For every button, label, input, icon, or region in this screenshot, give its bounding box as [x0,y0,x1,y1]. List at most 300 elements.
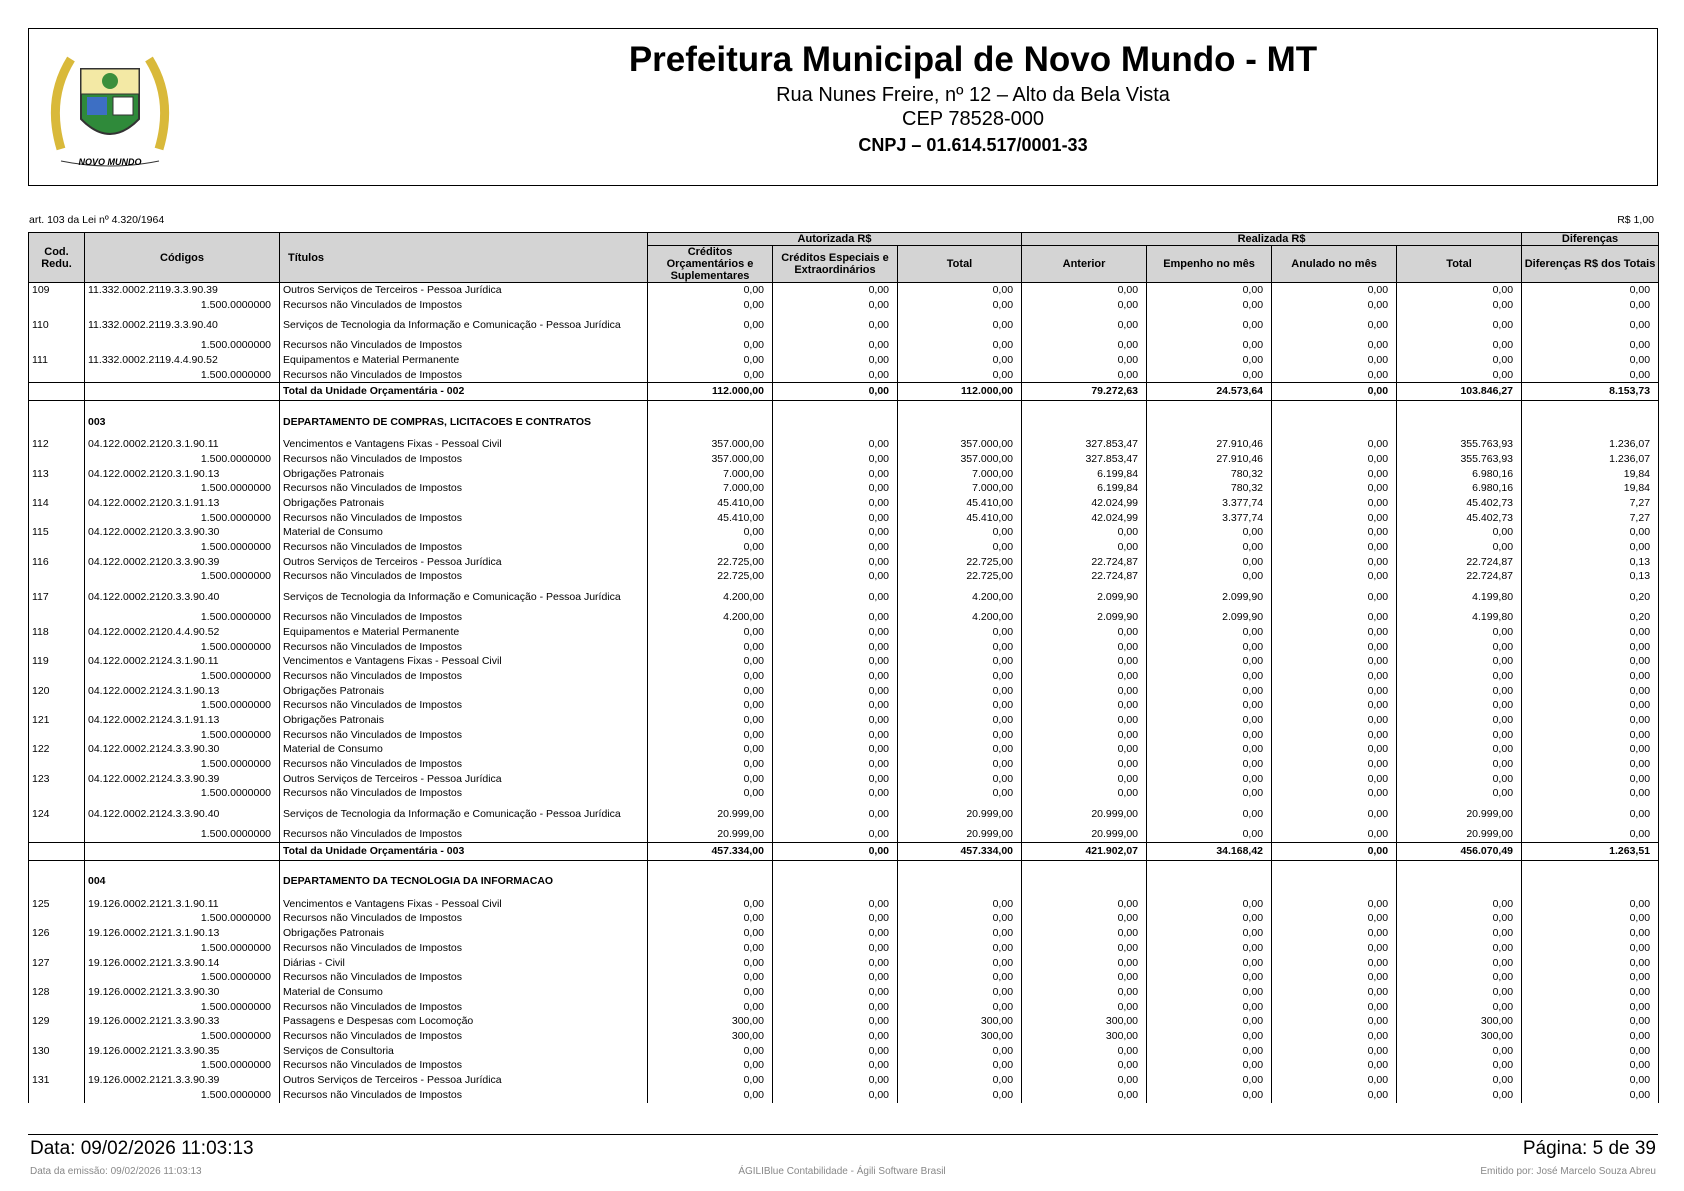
value-cell: 0,00 [1147,368,1272,383]
value-cell: 45.402,73 [1397,496,1522,511]
code-cell: 19.126.0002.2121.3.3.90.35 [85,1044,280,1059]
value-cell: 0,00 [1147,684,1272,699]
value-cell: 0,00 [648,1088,773,1103]
col-creditos-especiais: Créditos Especiais e Extraordinários [773,246,898,283]
value-cell: 327.853,47 [1022,437,1147,452]
title-cell: Obrigações Patronais [280,467,648,482]
value-cell: 0,00 [648,684,773,699]
value-cell: 0,00 [1522,1029,1659,1044]
title-cell: Recursos não Vinculados de Impostos [280,368,648,383]
value-cell: 0,00 [1397,757,1522,772]
value-cell: 0,00 [1397,283,1522,298]
value-cell: 0,00 [648,897,773,912]
footer-date: Data: 09/02/2026 11:03:13 [30,1138,254,1159]
value-cell: 0,00 [1147,728,1272,743]
value-cell: 0,00 [1522,368,1659,383]
value-cell: 0,00 [898,985,1022,1000]
source-row [29,1029,1659,1044]
code-cell: 003 [85,401,280,438]
title-cell: Vencimentos e Vantagens Fixas - Pessoal Civil [280,897,648,912]
cod-cell [29,669,85,684]
value-cell: 0,00 [1022,654,1147,669]
value-cell: 0,00 [1147,757,1272,772]
value-cell: 4.200,00 [898,610,1022,625]
code-cell: 19.126.0002.2121.3.3.90.39 [85,1073,280,1088]
value-cell [1147,401,1272,438]
code-cell: 1.500.0000000 [85,610,280,625]
table-body [29,283,1659,1103]
code-cell: 11.332.0002.2119.4.4.90.52 [85,353,280,368]
value-cell: 300,00 [898,1029,1022,1044]
value-cell: 0,00 [1522,926,1659,941]
code-cell: 04.122.0002.2124.3.1.91.13 [85,713,280,728]
title-cell: Vencimentos e Vantagens Fixas - Pessoal Civil [280,437,648,452]
title-cell: Material de Consumo [280,743,648,758]
value-cell: 0,00 [1147,640,1272,655]
value-cell: 0,00 [1272,772,1397,787]
table-row [29,985,1659,1000]
value-cell: 0,00 [1522,654,1659,669]
value-cell: 0,00 [898,353,1022,368]
value-cell: 0,00 [1397,970,1522,985]
value-cell: 0,00 [1022,912,1147,927]
source-row [29,640,1659,655]
value-cell: 0,00 [898,1073,1022,1088]
value-cell: 0,00 [1272,827,1397,842]
value-cell: 0,00 [648,772,773,787]
cod-cell [29,401,85,438]
value-cell: 1.236,07 [1522,437,1659,452]
value-cell: 0,00 [1522,283,1659,298]
value-cell: 0,00 [1022,926,1147,941]
value-cell: 0,00 [1022,698,1147,713]
value-cell: 0,00 [648,353,773,368]
value-cell: 0,00 [1272,511,1397,526]
title-cell: Vencimentos e Vantagens Fixas - Pessoal Civil [280,654,648,669]
value-cell: 0,00 [1522,897,1659,912]
value-cell: 0,00 [648,540,773,555]
value-cell: 0,00 [1272,540,1397,555]
value-cell: 0,00 [1397,312,1522,338]
value-cell: 0,00 [898,956,1022,971]
value-cell: 0,00 [648,654,773,669]
source-row [29,669,1659,684]
value-cell: 0,00 [898,526,1022,541]
value-cell: 0,00 [1272,570,1397,585]
col-creditos-orcamentarios: Créditos Orçamentários e Suplementares [648,246,773,283]
value-cell: 0,00 [773,640,898,655]
value-cell: 0,00 [773,772,898,787]
cod-cell: 125 [29,897,85,912]
value-cell: 0,00 [1397,1044,1522,1059]
value-cell [1022,401,1147,438]
code-cell: 19.126.0002.2121.3.3.90.14 [85,956,280,971]
value-cell: 0,00 [1022,283,1147,298]
value-cell: 0,00 [898,772,1022,787]
value-cell: 0,13 [1522,570,1659,585]
code-cell: 1.500.0000000 [85,570,280,585]
value-cell: 0,00 [1397,728,1522,743]
value-cell: 0,00 [1522,298,1659,313]
value-cell: 22.725,00 [648,555,773,570]
value-cell: 0,00 [898,640,1022,655]
value-cell: 0,00 [1397,1088,1522,1103]
value-cell: 0,00 [648,312,773,338]
source-row [29,298,1659,313]
value-cell: 780,32 [1147,482,1272,497]
value-cell: 0,00 [773,625,898,640]
value-cell: 0,00 [1022,625,1147,640]
municipality-title: Prefeitura Municipal de Novo Mundo - MT [628,40,1318,79]
table-row [29,625,1659,640]
value-cell: 0,00 [648,926,773,941]
value-cell: 0,00 [1397,640,1522,655]
value-cell: 0,00 [1022,312,1147,338]
cnpj: CNPJ – 01.614.517/0001-33 [858,135,1088,155]
value-cell: 19,84 [1522,467,1659,482]
table-row [29,555,1659,570]
value-cell: 0,00 [648,283,773,298]
value-cell: 24.573,64 [1147,383,1272,401]
value-cell: 0,00 [773,1014,898,1029]
value-cell: 0,00 [1272,1088,1397,1103]
value-cell: 0,00 [1022,1044,1147,1059]
source-row [29,787,1659,802]
svg-text:NOVO MUNDO: NOVO MUNDO [78,157,142,167]
code-cell: 11.332.0002.2119.3.3.90.40 [85,312,280,338]
value-cell: 0,00 [1272,283,1397,298]
cod-cell [29,640,85,655]
value-cell: 0,00 [898,669,1022,684]
value-cell: 22.724,87 [1022,555,1147,570]
title-cell: Equipamentos e Material Permanente [280,353,648,368]
table-row [29,312,1659,338]
value-cell: 0,00 [898,787,1022,802]
value-cell: 0,00 [1522,827,1659,842]
value-cell: 0,00 [898,625,1022,640]
source-row [29,482,1659,497]
title-cell: Outros Serviços de Terceiros - Pessoa Jurídica [280,555,648,570]
value-cell [1272,401,1397,438]
value-cell: 6.980,16 [1397,467,1522,482]
value-cell: 0,00 [773,985,898,1000]
value-cell: 20.999,00 [1022,801,1147,827]
value-cell: 0,00 [1147,654,1272,669]
table-row [29,526,1659,541]
source-row [29,368,1659,383]
value-cell: 0,00 [648,338,773,353]
value-cell: 0,00 [1272,684,1397,699]
table-row [29,926,1659,941]
value-cell: 0,00 [1147,801,1272,827]
cod-cell: 117 [29,584,85,610]
value-cell: 2.099,90 [1147,610,1272,625]
value-cell: 0,00 [898,368,1022,383]
issuer: Emitido por: José Marcelo Souza Abreu [1480,1166,1656,1177]
cod-cell [29,941,85,956]
value-cell: 0,00 [648,757,773,772]
code-cell: 1.500.0000000 [85,669,280,684]
cod-cell [29,610,85,625]
value-cell: 7.000,00 [898,467,1022,482]
value-cell: 0,00 [1522,757,1659,772]
value-cell: 0,00 [1147,555,1272,570]
value-cell: 0,00 [648,970,773,985]
value-cell: 0,00 [898,283,1022,298]
cod-cell: 126 [29,926,85,941]
value-cell: 1.236,07 [1522,452,1659,467]
value-cell: 0,00 [773,801,898,827]
value-cell: 0,00 [648,625,773,640]
value-cell: 457.334,00 [648,842,773,860]
value-cell: 0,00 [1272,897,1397,912]
cod-cell [29,570,85,585]
value-cell: 2.099,90 [1022,610,1147,625]
value-cell [773,860,898,897]
value-cell: 0,00 [1272,338,1397,353]
value-cell: 0,00 [773,654,898,669]
source-row [29,610,1659,625]
title-cell: Recursos não Vinculados de Impostos [280,1059,648,1074]
value-cell: 0,00 [1147,526,1272,541]
value-cell: 0,00 [648,298,773,313]
title-cell: Recursos não Vinculados de Impostos [280,610,648,625]
value-cell: 2.099,90 [1022,584,1147,610]
group-autorizada: Autorizada R$ [648,233,1022,246]
value-cell: 0,00 [898,298,1022,313]
source-row [29,570,1659,585]
title-cell: Obrigações Patronais [280,496,648,511]
value-cell: 0,00 [773,757,898,772]
value-cell: 0,00 [648,956,773,971]
cod-cell: 120 [29,684,85,699]
cod-cell [29,338,85,353]
value-cell: 0,00 [1397,1073,1522,1088]
code-cell: 1.500.0000000 [85,482,280,497]
cod-cell: 124 [29,801,85,827]
value-cell: 0,00 [1147,941,1272,956]
cod-cell [29,383,85,401]
value-cell: 0,00 [1522,801,1659,827]
code-cell [85,842,280,860]
value-cell: 0,00 [1022,728,1147,743]
cod-cell [29,860,85,897]
value-cell: 0,00 [773,312,898,338]
col-total-realizada: Total [1397,246,1522,283]
value-cell: 357.000,00 [898,452,1022,467]
code-cell: 1.500.0000000 [85,970,280,985]
cod-cell: 116 [29,555,85,570]
value-cell: 0,00 [1272,610,1397,625]
value-cell: 0,00 [773,555,898,570]
code-cell: 19.126.0002.2121.3.3.90.33 [85,1014,280,1029]
value-cell: 8.153,73 [1522,383,1659,401]
value-cell: 0,00 [898,897,1022,912]
value-cell: 22.725,00 [898,555,1022,570]
value-cell: 0,00 [1022,1059,1147,1074]
value-cell [1022,860,1147,897]
cod-cell: 119 [29,654,85,669]
value-cell: 0,00 [773,353,898,368]
value-cell: 0,00 [773,540,898,555]
value-cell: 0,00 [898,926,1022,941]
col-anulado: Anulado no mês [1272,246,1397,283]
value-cell: 0,00 [898,1088,1022,1103]
value-cell: 0,00 [773,368,898,383]
title-cell: DEPARTAMENTO DA TECNOLOGIA DA INFORMACAO [280,860,648,897]
table-row [29,353,1659,368]
cod-cell: 122 [29,743,85,758]
value-cell: 0,00 [648,698,773,713]
value-cell: 112.000,00 [648,383,773,401]
title-cell: Serviços de Tecnologia da Informação e Comunicação - Pessoa Jurídica [280,584,648,610]
value-cell: 7.000,00 [898,482,1022,497]
code-cell: 04.122.0002.2124.3.1.90.13 [85,684,280,699]
value-cell: 0,00 [1272,640,1397,655]
value-cell: 300,00 [898,1014,1022,1029]
value-cell: 0,00 [1147,772,1272,787]
value-cell: 0,00 [1147,669,1272,684]
value-cell: 0,00 [1147,312,1272,338]
value-cell: 0,00 [773,383,898,401]
value-cell: 27.910,46 [1147,452,1272,467]
value-cell: 0,00 [898,338,1022,353]
cod-cell [29,827,85,842]
value-cell: 45.410,00 [648,511,773,526]
value-cell: 0,00 [1397,654,1522,669]
value-cell: 0,00 [1522,1000,1659,1015]
value-cell: 0,00 [1272,757,1397,772]
value-cell: 0,00 [648,1044,773,1059]
value-cell: 0,00 [1397,625,1522,640]
value-cell: 0,00 [1272,526,1397,541]
table-row [29,467,1659,482]
value-cell: 0,00 [773,743,898,758]
title-cell: Obrigações Patronais [280,926,648,941]
value-cell: 20.999,00 [898,801,1022,827]
value-cell: 0,00 [1022,1088,1147,1103]
value-cell: 0,00 [1397,368,1522,383]
value-cell: 0,00 [1397,985,1522,1000]
value-cell: 7.000,00 [648,482,773,497]
value-cell: 0,00 [1022,669,1147,684]
value-cell: 0,00 [1022,772,1147,787]
cod-cell [29,368,85,383]
value-cell: 300,00 [1022,1014,1147,1029]
title-cell: Recursos não Vinculados de Impostos [280,698,648,713]
value-cell: 0,00 [773,941,898,956]
code-cell: 1.500.0000000 [85,787,280,802]
title-cell: Recursos não Vinculados de Impostos [280,1088,648,1103]
value-cell: 0,00 [1272,1029,1397,1044]
value-cell [1272,860,1397,897]
value-cell: 0,00 [1272,926,1397,941]
value-cell: 0,00 [1147,1014,1272,1029]
value-cell: 27.910,46 [1147,437,1272,452]
title-cell: Serviços de Tecnologia da Informação e Comunicação - Pessoa Jurídica [280,312,648,338]
title-cell: Obrigações Patronais [280,713,648,728]
code-cell: 1.500.0000000 [85,511,280,526]
value-cell: 0,00 [1272,625,1397,640]
value-cell: 0,00 [773,452,898,467]
code-cell: 1.500.0000000 [85,1088,280,1103]
value-cell: 0,20 [1522,584,1659,610]
value-cell: 0,00 [1272,970,1397,985]
value-cell: 20.999,00 [1397,801,1522,827]
code-cell: 1.500.0000000 [85,941,280,956]
value-cell: 300,00 [1397,1014,1522,1029]
value-cell: 0,00 [1522,970,1659,985]
cod-cell: 114 [29,496,85,511]
value-cell: 0,00 [648,368,773,383]
value-cell: 0,00 [773,842,898,860]
value-cell: 0,00 [1272,368,1397,383]
value-cell [1522,401,1659,438]
table-row [29,1014,1659,1029]
page-number: Página: 5 de 39 [1522,1138,1656,1159]
value-cell: 355.763,93 [1397,437,1522,452]
table-row [29,743,1659,758]
value-cell: 2.099,90 [1147,584,1272,610]
value-cell: 0,00 [1397,698,1522,713]
value-cell: 0,00 [1272,555,1397,570]
value-cell: 20.999,00 [648,801,773,827]
value-cell: 0,00 [1397,353,1522,368]
title-cell: Recursos não Vinculados de Impostos [280,941,648,956]
value-cell: 0,00 [1022,540,1147,555]
value-cell: 0,00 [773,437,898,452]
value-cell: 7,27 [1522,496,1659,511]
value-cell: 0,00 [1147,897,1272,912]
value-cell: 0,00 [1147,698,1272,713]
value-cell: 0,00 [1022,298,1147,313]
value-cell: 0,00 [773,827,898,842]
value-cell: 0,00 [1522,728,1659,743]
code-cell: 04.122.0002.2120.3.3.90.39 [85,555,280,570]
value-cell: 0,00 [1022,757,1147,772]
code-cell: 04.122.0002.2120.3.1.90.11 [85,437,280,452]
code-cell: 004 [85,860,280,897]
title-cell: Total da Unidade Orçamentária - 003 [280,842,648,860]
cod-cell [29,1000,85,1015]
code-cell: 19.126.0002.2121.3.3.90.30 [85,985,280,1000]
value-cell: 1.263,51 [1522,842,1659,860]
value-cell: 0,00 [1397,338,1522,353]
source-row [29,338,1659,353]
source-row [29,1059,1659,1074]
value-cell: 355.763,93 [1397,452,1522,467]
value-cell: 0,00 [773,698,898,713]
value-cell: 45.410,00 [648,496,773,511]
value-cell: 45.402,73 [1397,511,1522,526]
total-row [29,383,1659,401]
cod-cell [29,757,85,772]
code-cell: 04.122.0002.2120.3.3.90.30 [85,526,280,541]
cod-cell: 111 [29,353,85,368]
value-cell: 0,00 [1022,1000,1147,1015]
table-row [29,956,1659,971]
code-cell: 1.500.0000000 [85,728,280,743]
code-cell: 04.122.0002.2124.3.3.90.40 [85,801,280,827]
title-cell: Recursos não Vinculados de Impostos [280,338,648,353]
title-cell: Recursos não Vinculados de Impostos [280,570,648,585]
value-cell: 0,00 [1147,827,1272,842]
value-cell: 0,00 [1522,985,1659,1000]
value-cell: 4.199,80 [1397,610,1522,625]
code-cell: 04.122.0002.2120.3.1.90.13 [85,467,280,482]
title-cell: Outros Serviços de Terceiros - Pessoa Jurídica [280,283,648,298]
value-cell: 0,00 [1397,540,1522,555]
